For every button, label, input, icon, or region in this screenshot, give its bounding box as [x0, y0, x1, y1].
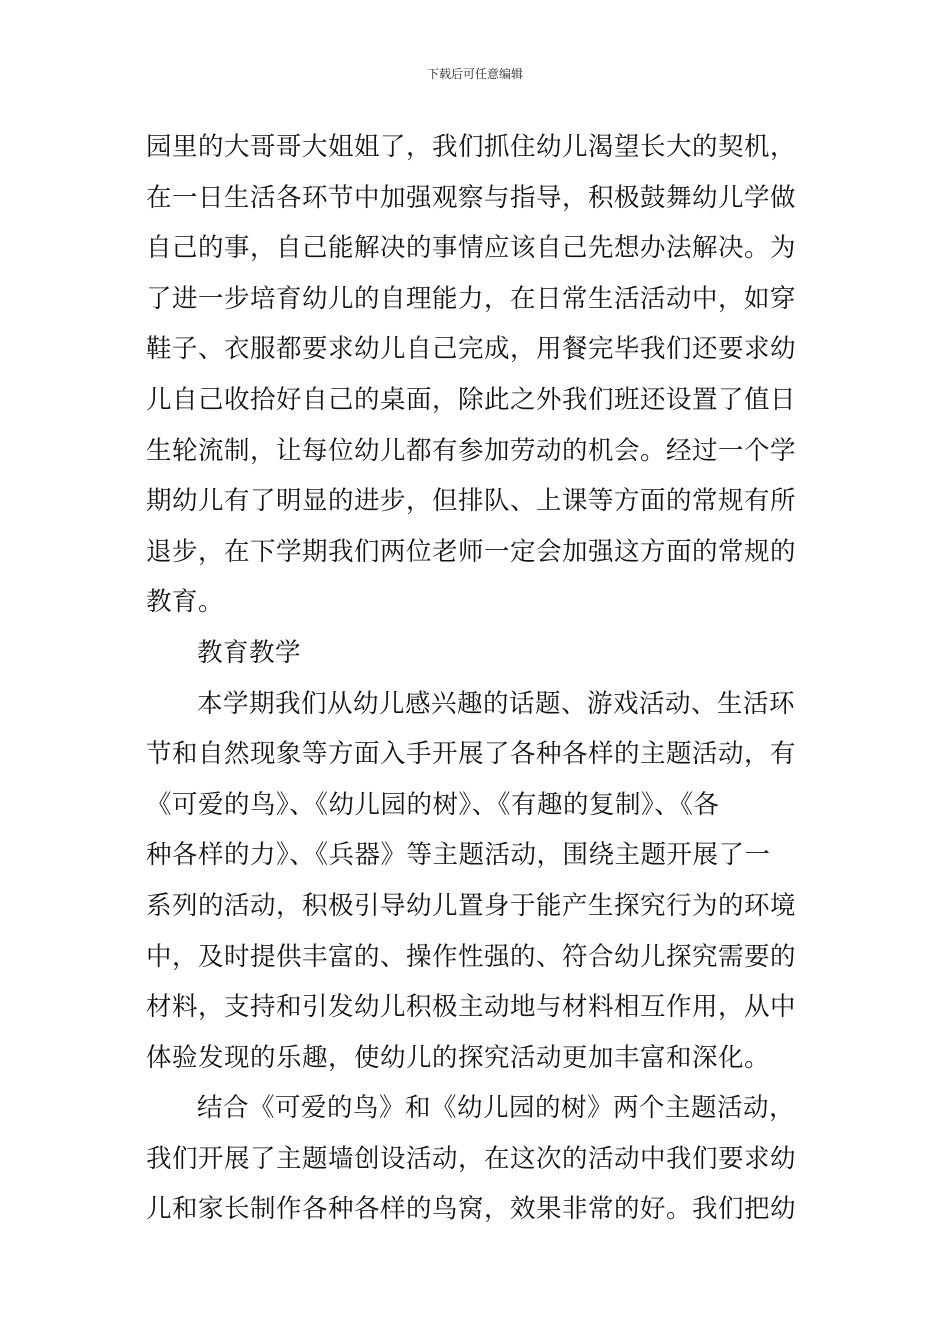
paragraph-start: 本学期我们从幼儿感兴趣的话题、游戏活动、生活环: [197, 688, 796, 719]
text-line: 了进一步培育幼儿的自理能力，在日常生活活动中，如穿: [146, 283, 797, 314]
text-line: 种各样的力》、《兵器》等主题活动，围绕主题开展了一: [146, 840, 771, 871]
text-line: 儿自己收拾好自己的桌面，除此之外我们班还设置了值日: [146, 384, 797, 415]
text-line: 材料，支持和引发幼儿积极主动地与材料相互作用，从中: [146, 992, 797, 1023]
text-line: 儿和家长制作各种各样的鸟窝，效果非常的好。我们把幼: [146, 1194, 797, 1225]
text-line: 在一日生活各环节中加强观察与指导，积极鼓舞幼儿学做: [146, 182, 797, 213]
text-line: 自己的事，自己能解决的事情应该自己先想办法解决。为: [146, 233, 797, 264]
text-line: 园里的大哥哥大姐姐了，我们抓住幼儿渴望长大的契机，: [146, 132, 797, 162]
text-line: 《可爱的鸟》、《幼儿园的树》、《有趣的复制》、《各: [146, 789, 720, 820]
text-line: 退步，在下学期我们两位老师一定会加强这方面的常规的: [146, 536, 797, 567]
text-line: 期幼儿有了明显的进步，但排队、上课等方面的常规有所: [146, 486, 797, 517]
text-line: 鞋子、衣服都要求幼儿自己完成，用餐完毕我们还要求幼: [146, 334, 797, 365]
text-line: 系列的活动，积极引导幼儿置身于能产生探究行为的环境: [146, 890, 797, 921]
section-heading: 教育教学: [197, 637, 302, 668]
page-header: 下载后可任意编辑: [426, 67, 523, 81]
text-line: 体验发现的乐趣，使幼儿的探究活动更加丰富和深化。: [146, 1042, 771, 1073]
text-line: 生轮流制，让每位幼儿都有参加劳动的机会。经过一个学: [146, 435, 797, 466]
text-line: 中，及时提供丰富的、操作性强的、符合幼儿探究需要的: [146, 941, 797, 972]
paragraph-start: 结合《可爱的鸟》和《幼儿园的树》两个主题活动，: [197, 1093, 796, 1124]
body-text: [146, 122, 810, 1235]
text-line: 教育。: [146, 587, 225, 618]
text-line: 我们开展了主题墙创设活动，在这次的活动中我们要求幼: [146, 1143, 797, 1174]
text-line: 节和自然现象等方面入手开展了各种各样的主题活动，有: [146, 739, 797, 770]
